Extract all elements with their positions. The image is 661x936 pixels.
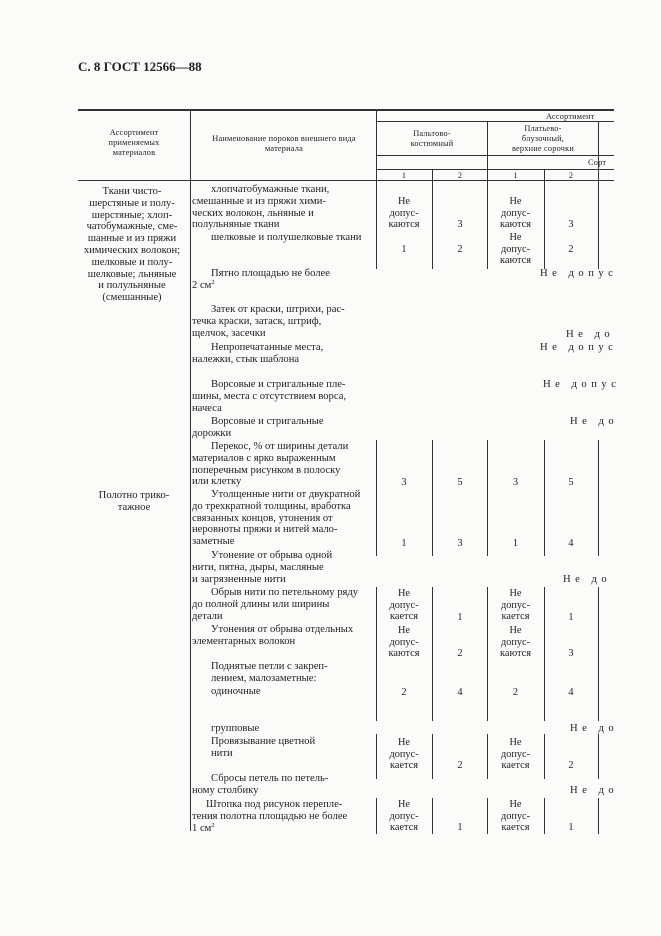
cell-value: 2 [568,244,574,255]
header-divider-4 [598,121,599,181]
cell-not-allowed: Не допус- кается [389,588,419,623]
cell-value: 1 [401,244,407,255]
page-header: С. 8 ГОСТ 12566—88 [78,59,202,74]
defect-text: Ворсовые и стригальные пле- шины, места с отсутствием ворса, начеса [192,379,347,414]
cell-value: 4 [568,538,574,549]
cell-value: 2 [401,687,407,698]
defect-text: шелковые и полушелковые ткани [211,232,362,243]
defect-text: одиночные [211,686,261,697]
group-label-fabrics: Ткани чисто- шерстяные и полу- шерстяные; хлоп- чатобумажные, сме- шанные и из пряжи химических волокон; шелковые и полу- шелковые; льняные и полульняные (смешанные) [83,186,181,304]
cell-not-allowed: Не допус- кается [500,799,531,834]
sort-number: 2 [568,171,574,180]
cell-not-allowed: Не допус- каются [388,196,420,231]
cell-not-allowed: Не допус- каются [388,625,420,660]
body-divider [598,440,599,556]
spaced-not-allowed: Не до [570,416,619,427]
cell-value: 1 [401,538,407,549]
defect-text: Поднятые петли с закреп- лением, малозаметные: [211,661,328,684]
cell-value: 3 [401,477,407,488]
cell-value: 2 [457,244,463,255]
cell-value: 3 [512,477,519,488]
header-assortment-right: Ассортимент [546,112,595,121]
spaced-not-allowed: Не до [570,785,619,796]
cell-not-allowed: Не допус- каются [500,625,531,660]
body-divider [190,181,191,831]
defect-text: Обрыв нити по петельному ряду до полной длины или ширины детали [192,587,359,622]
cell-value: 1 [457,612,463,623]
header-sort: Сорт [588,158,607,167]
defect-text: Провязывание цветной нити [211,736,316,759]
cell-value: 5 [457,477,463,488]
cell-value: 5 [568,477,574,488]
spaced-not-allowed: Не до [566,329,615,340]
defect-text: Ворсовые и стригальные дорожки [192,416,324,439]
cell-value: 3 [568,648,574,659]
defect-text: Непропечатанные места, належки, стык шаблона [192,342,324,365]
cell-value: 4 [568,687,574,698]
defect-text: хлопчатобумажные ткани, смешанные и из пряжи хими- ческих волокон, льняные и полульняные ткани [192,184,330,231]
defect-text: Утонение от обрыва одной нити, пятна, дыры, масляные и загрязненные нити [192,550,333,585]
cell-value: 1 [568,822,574,833]
defect-text: групповые [211,723,260,734]
header-group2: Платьево- блузочный, верхние сорочки [511,124,575,154]
cell-value: 4 [457,687,463,698]
cell-value: 3 [457,219,463,230]
cell-not-allowed: Не допус- кается [389,799,419,834]
header-assortment: Ассортимент применяемых материалов [108,128,160,158]
cell-value: 2 [512,687,519,698]
cell-not-allowed: Не допус- кается [389,737,419,772]
cell-value: 1 [512,538,519,549]
sort-number: 1 [401,171,407,180]
spaced-not-allowed: Не допус [543,379,621,390]
cell-not-allowed: Не допус- кается [500,588,531,623]
cell-value: 2 [568,760,574,771]
cell-value: 3 [568,219,574,230]
groups-rule [376,155,614,156]
cell-not-allowed: Не допус- каются [500,196,531,231]
table-top-rule [78,109,614,111]
sort-number: 1 [513,171,518,180]
header-divider-1 [190,110,191,181]
defect-text: Затек от краски, штрихи, рас- течка краски, затаск, штриф, щелчок, засечки [192,304,345,339]
sort-number: 2 [457,171,463,180]
cell-value: 2 [457,760,463,771]
cell-value: 1 [568,612,574,623]
defect-text: Перекос, % от ширины детали материалов с ярко выраженным поперечным рисунком в полоску или клетку [192,441,349,488]
header-defect-name: Наименование пороков внешнего вида материала [212,134,356,154]
defect-text: Пятно площадью не более 2 $см^2$ [192,268,330,291]
body-divider [544,734,545,779]
cell-not-allowed: Не допус- кается [500,737,531,772]
defect-text: Утонения от обрыва отдельных элементарных волокон [192,624,354,647]
header-group1: Пальтово- костюмный [410,129,454,149]
group-label-knitted: Полотно трико- тажное [98,490,170,513]
defect-text: Сбросы петель по петель- ному столбику [192,773,329,796]
sort-rule [376,169,614,170]
body-divider [598,587,599,721]
cell-value: 2 [457,648,463,659]
cell-value: 1 [457,822,463,833]
cell-value: 3 [457,538,463,549]
body-divider [598,734,599,779]
defect-text: Штопка под рисунок перепле- тения полотна площадью не более 1 $см^2$ [192,799,348,834]
body-divider [432,734,433,779]
cell-not-allowed: Не допус- каются [500,232,531,267]
spaced-not-allowed: Не допус [540,268,618,279]
spaced-not-allowed: Не допус [540,342,618,353]
spaced-not-allowed: Не до [563,574,612,585]
body-divider [598,798,599,834]
defect-text: Утолщенные нити от двукратной до трехкратной толщины, вработка связанных концов, утонения от неровноты пряжи и нитей мало- заметные [192,489,361,548]
spaced-not-allowed: Не до [570,723,619,734]
body-divider [598,181,599,269]
